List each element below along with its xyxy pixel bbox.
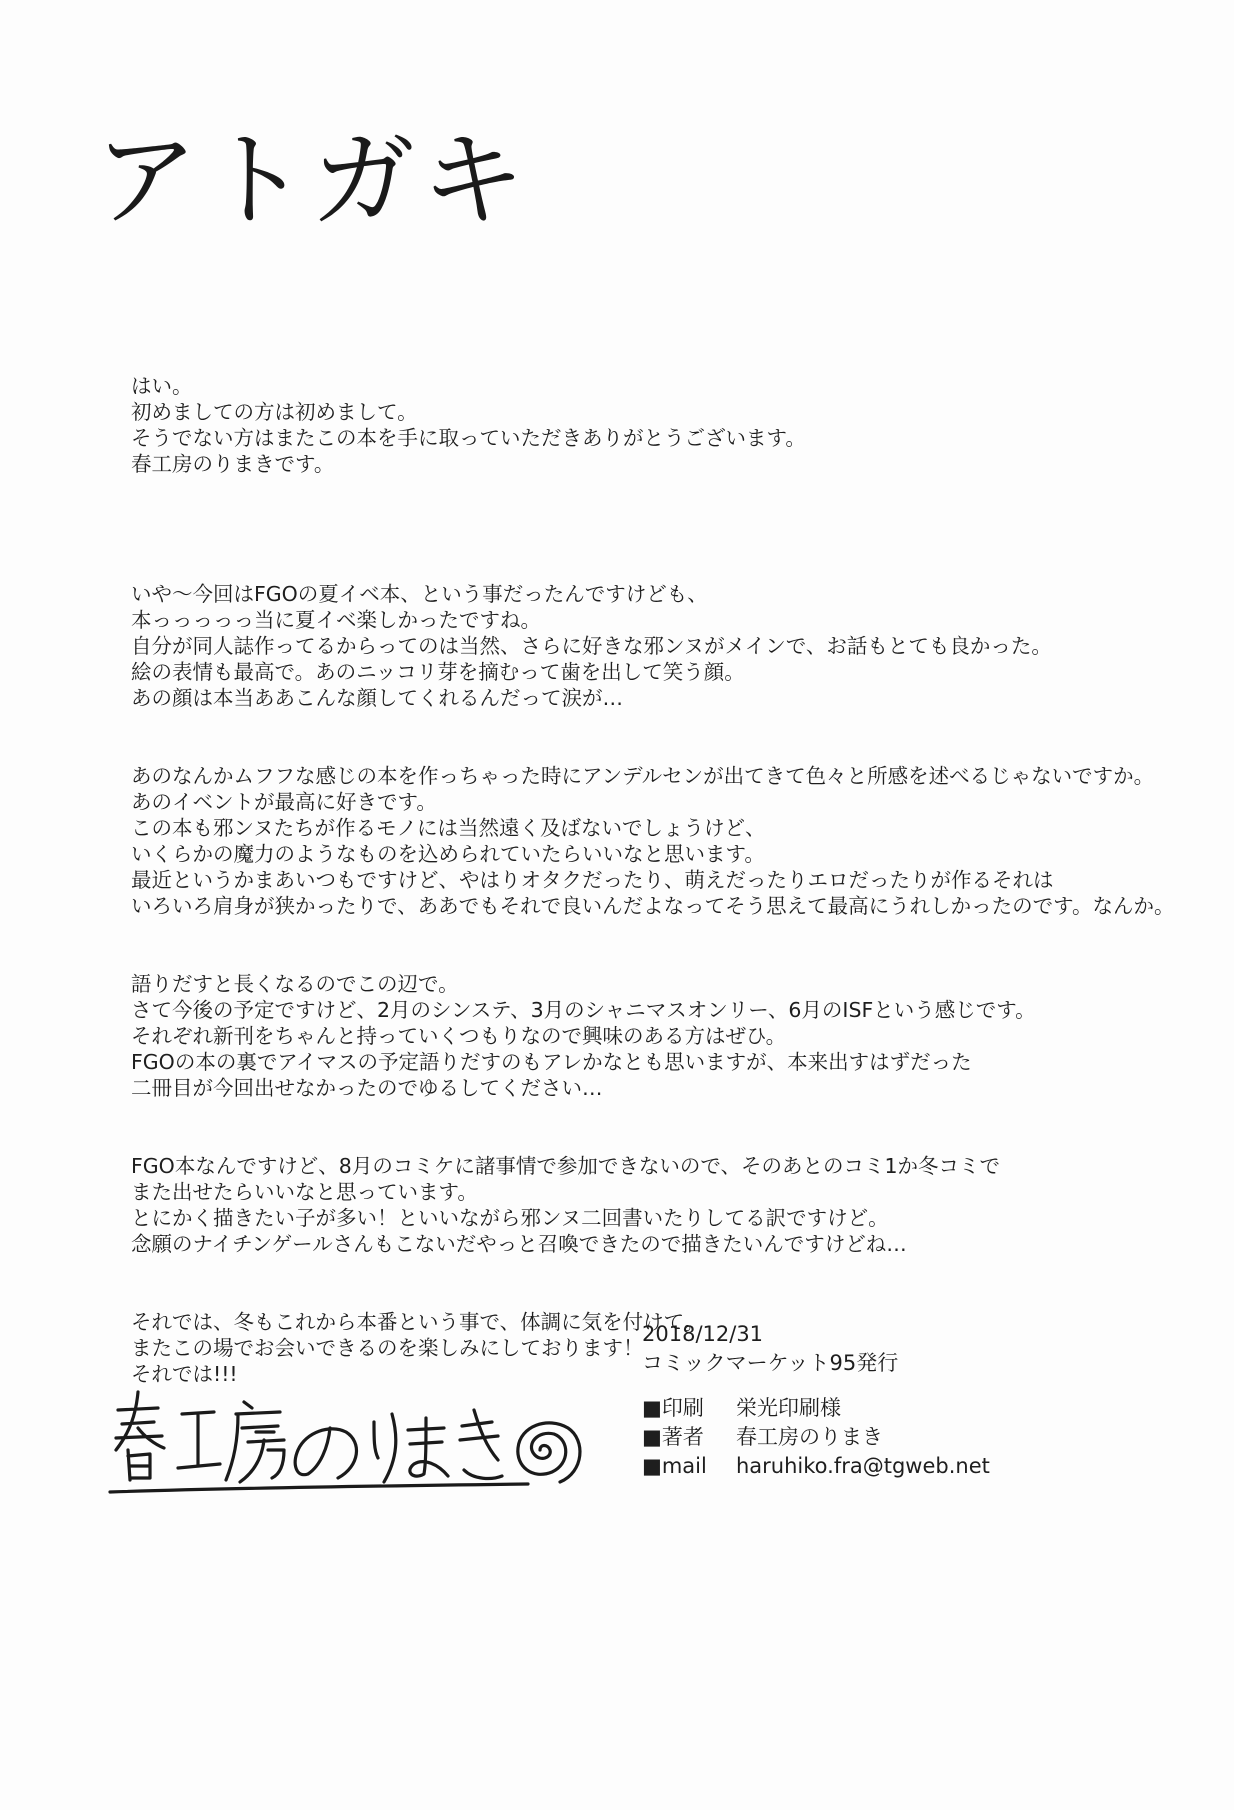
paragraph-summer-event [131, 581, 1211, 711]
publication-date: 2018/12/31 [642, 1322, 764, 1346]
text-line: 二冊目が今回出せなかったのでゆるしてください… [131, 1076, 603, 1100]
text-line: いくらかの魔力のようなものを込められていたらいいなと思います。 [131, 842, 765, 866]
text-line: FGO本なんですけど、8月のコミケに諸事情で参加できないので、そのあとのコミ1か冬コミで [131, 1154, 1000, 1178]
text-line: 最近というかまあいつもですけど、やはりオタクだったり、萌えだったりエロだったりが作るそれは [131, 868, 1054, 892]
publication-event: コミックマーケット95発行 [642, 1351, 899, 1375]
paragraph-greeting [131, 373, 1211, 477]
text-line: それぞれ新刊をちゃんと持っていくつもりなので興味のある方はぜひ。 [131, 1024, 787, 1048]
text-line: 春工房のりまきです。 [131, 452, 335, 476]
text-line: あの顔は本当ああこんな顔してくれるんだって涙が… [131, 686, 623, 710]
author-signature [108, 1384, 608, 1499]
paragraph-schedule [131, 971, 1211, 1101]
text-line: また出せたらいいなと思っています。 [131, 1180, 478, 1204]
credit-row-mail [642, 1452, 990, 1481]
credit-value: 春工房のりまき [736, 1425, 883, 1449]
text-line: それでは、冬もこれから本番という事で、体調に気を付けて。 [131, 1310, 705, 1334]
paragraph-andersen [131, 763, 1211, 919]
text-line: あのなんかムフフな感じの本を作っちゃった時にアンデルセンが出てきて色々と所感を述べるじゃないですか。 [131, 764, 1155, 788]
text-line: 初めましての方は初めまして。 [131, 400, 418, 424]
text-line: 語りだすと長くなるのでこの辺で。 [131, 972, 459, 996]
credit-row-printer [642, 1394, 990, 1423]
credit-label: ■著者 [642, 1425, 704, 1449]
credit-value: haruhiko.fra@tgweb.net [736, 1454, 990, 1478]
text-line: 自分が同人誌作ってるからってのは当然、さらに好きな邪ンヌがメインで、お話もとても良かった。 [131, 634, 1052, 658]
handwritten-signature-icon [108, 1384, 608, 1499]
text-line: またこの場でお会いできるのを楽しみにしております！ [131, 1336, 644, 1360]
publication-info [642, 1320, 898, 1378]
credit-label: ■mail [642, 1454, 707, 1478]
page-title: アトガキ [94, 119, 531, 241]
text-line: とにかく描きたい子が多い！といいながら邪ンヌ二回書いたりしてる訳ですけど。 [131, 1206, 889, 1230]
afterword-body [131, 373, 1211, 1439]
text-line: それでは!!! [131, 1362, 238, 1386]
text-line: いや～今回はFGOの夏イベ本、という事だったんですけども、 [131, 582, 708, 606]
text-line: 念願のナイチンゲールさんもこないだやっと召喚できたので描きたいんですけどね… [131, 1232, 907, 1256]
credit-row-author [642, 1423, 990, 1452]
text-line: そうでない方はまたこの本を手に取っていただきありがとうございます。 [131, 426, 806, 450]
paragraph-fgo-plans [131, 1153, 1211, 1257]
text-line: はい。 [131, 374, 193, 398]
text-line: この本も邪ンヌたちが作るモノには当然遠く及ばないでしょうけど、 [131, 816, 766, 840]
text-line: FGOの本の裏でアイマスの予定語りだすのもアレかなとも思いますが、本来出すはずだった [131, 1050, 972, 1074]
text-line: いろいろ肩身が狭かったりで、ああでもそれで良いんだよなってそう思えて最高にうれしかったのです。なんか。 [131, 894, 1175, 918]
text-line: 本っっっっっ当に夏イベ楽しかったですね。 [131, 608, 541, 632]
credit-label: ■印刷 [642, 1396, 704, 1420]
text-line: あのイベントが最高に好きです。 [131, 790, 437, 814]
credit-value: 栄光印刷様 [736, 1396, 841, 1420]
text-line: 絵の表情も最高で。あのニッコリ芽を摘むって歯を出して笑う顔。 [131, 660, 745, 684]
credits-block [642, 1394, 990, 1481]
text-line: さて今後の予定ですけど、2月のシンステ、3月のシャニマスオンリー、6月のISFという感じです。 [131, 998, 1036, 1022]
